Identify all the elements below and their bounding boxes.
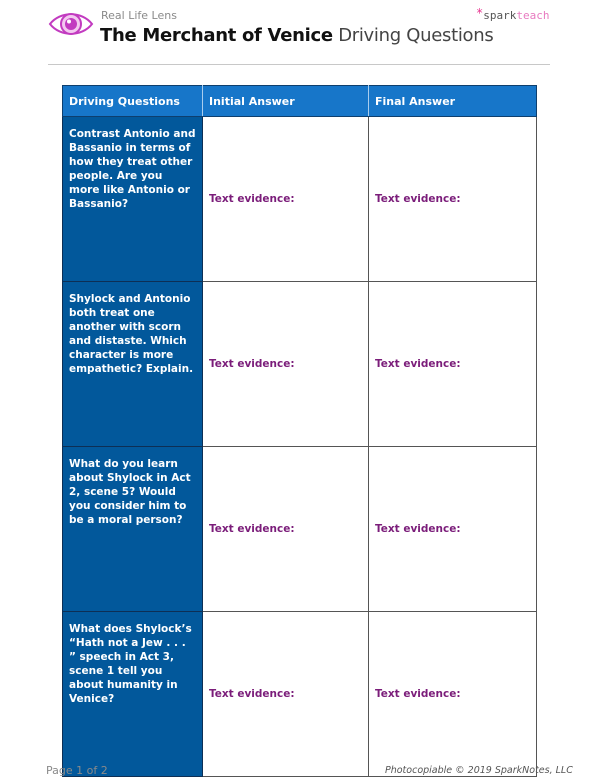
eye-icon [48,9,94,39]
brand-spark: spark [483,9,517,22]
title-light: Driving Questions [338,25,494,46]
column-header-initial-answer: Initial Answer [203,86,369,117]
question-cell: Shylock and Antonio both treat one another with scorn and distaste. Which character is more empathetic? Explain. [63,282,203,447]
brand-teach: teach [516,9,550,22]
final-answer-cell[interactable]: Text evidence: [369,117,537,282]
page-title [100,25,493,46]
table-row [63,117,537,282]
final-answer-cell[interactable]: Text evidence: [369,282,537,447]
question-cell: Contrast Antonio and Bassanio in terms of how they treat other people. Are you more like Antonio or Bassanio? [63,117,203,282]
question-cell: What does Shylock’s “Hath not a Jew . . . ” speech in Act 3, scene 1 tell you about humanity in Venice? [63,612,203,777]
column-header-driving-questions: Driving Questions [63,86,203,117]
table-header-row [63,86,537,117]
final-answer-cell[interactable]: Text evidence: [369,612,537,777]
header-divider [48,64,550,65]
copyright-notice: Photocopiable © 2019 SparkNotes, LLC [385,765,573,776]
table-row [63,282,537,447]
brand-star: * [476,6,484,20]
initial-answer-cell[interactable]: Text evidence: [203,117,369,282]
driving-questions-table [62,85,537,777]
final-answer-cell[interactable]: Text evidence: [369,447,537,612]
kicker-label: Real Life Lens [101,9,177,22]
table-row [63,447,537,612]
initial-answer-cell[interactable]: Text evidence: [203,612,369,777]
brand-logo [476,6,549,22]
initial-answer-cell[interactable]: Text evidence: [203,447,369,612]
initial-answer-cell[interactable]: Text evidence: [203,282,369,447]
question-cell: What do you learn about Shylock in Act 2, scene 5? Would you consider him to be a moral person? [63,447,203,612]
title-bold: The Merchant of Venice [100,25,333,46]
column-header-final-answer: Final Answer [369,86,537,117]
page-number: Page 1 of 2 [46,764,108,777]
table-row [63,612,537,777]
